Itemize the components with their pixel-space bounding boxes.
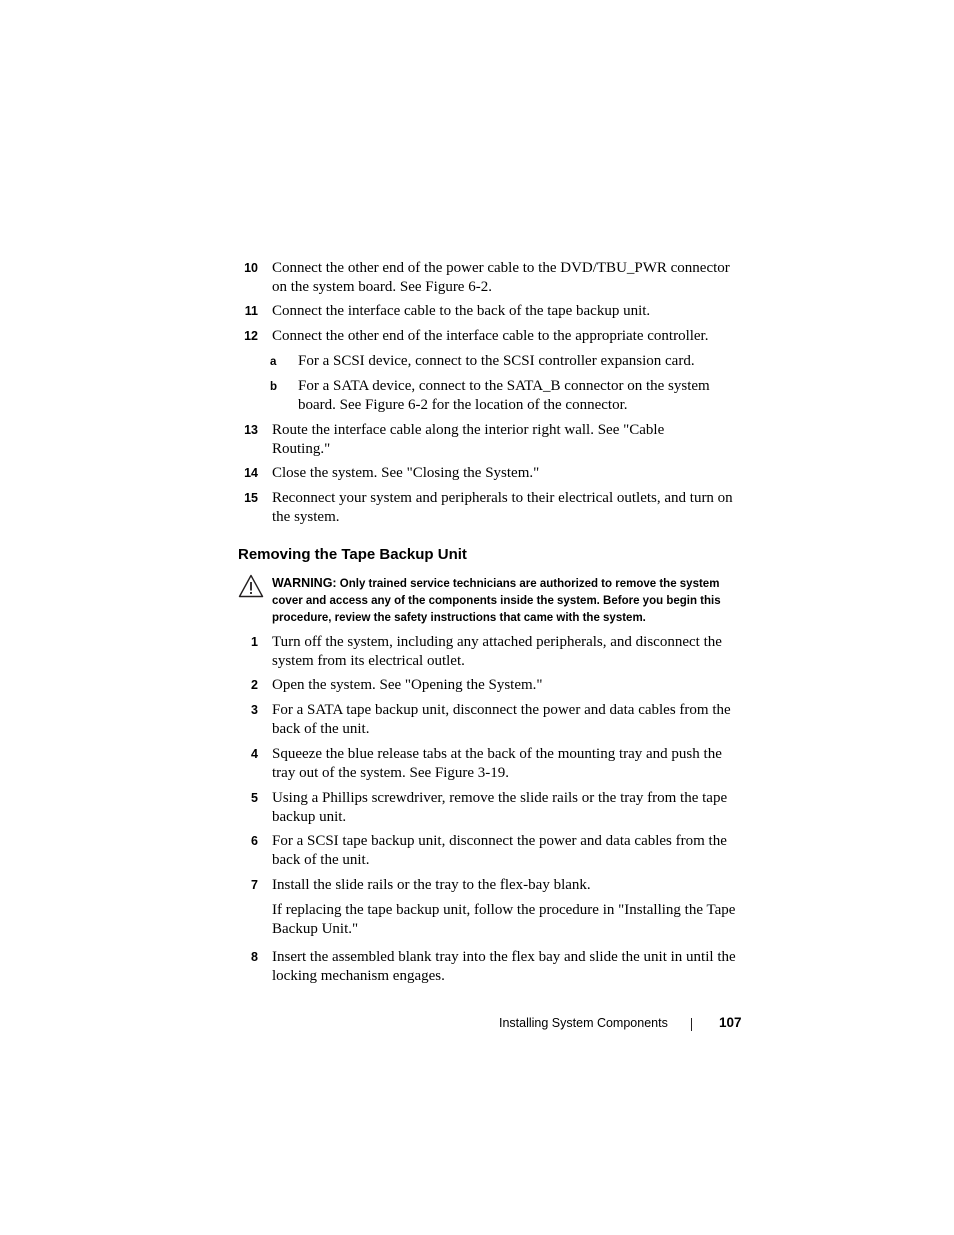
step-number: 14 xyxy=(244,466,258,480)
warning-triangle-icon xyxy=(238,574,264,598)
step-text: Connect the interface cable to the back of the tape backup unit. xyxy=(272,303,651,319)
substep-text: For a SCSI device, connect to the SCSI controller expansion card. xyxy=(298,353,695,369)
step-text: Turn off the system, including any attached peripherals, and disconnect the system from its electrical outlet. xyxy=(272,634,722,669)
step-number: 11 xyxy=(244,304,258,318)
step-number: 13 xyxy=(244,423,258,437)
step-text: Open the system. See "Opening the System." xyxy=(272,677,543,693)
step-number: 7 xyxy=(251,878,258,892)
footer-chapter-title: Installing System Components xyxy=(499,1016,668,1030)
warning-text xyxy=(272,575,743,627)
step-text: Insert the assembled blank tray into the flex bay and slide the unit in until the locking mechanism engages. xyxy=(272,949,736,984)
substep-letter: b xyxy=(270,381,278,393)
substep-text: For a SATA device, connect to the SATA_B connector on the system board. See Figure 6-2 for the location of the connector. xyxy=(298,378,710,413)
warning-label: WARNING: xyxy=(272,576,337,590)
step-number: 15 xyxy=(244,491,258,505)
step-number: 5 xyxy=(251,791,258,805)
footer-page-number: 107 xyxy=(719,1015,742,1030)
section-heading: Removing the Tape Backup Unit xyxy=(238,546,467,563)
step-number: 2 xyxy=(251,678,258,692)
step-text: Connect the other end of the power cable to the DVD/TBU_PWR connector on the system board. See Figure 6-2. xyxy=(272,260,730,295)
step-number: 4 xyxy=(251,747,258,761)
step-text: Reconnect your system and peripherals to their electrical outlets, and turn on the system. xyxy=(272,490,733,525)
step-text: Install the slide rails or the tray to the flex-bay blank. xyxy=(272,877,591,893)
step-text: Connect the other end of the interface cable to the appropriate controller. xyxy=(272,328,709,344)
footer-divider xyxy=(691,1018,692,1031)
step-text: Route the interface cable along the interior right wall. See "Cable Routing." xyxy=(272,422,665,457)
step-number: 10 xyxy=(244,261,258,275)
warning-body: Only trained service technicians are authorized to remove the system cover and access any of the components inside the system. Before you begin this procedure, review the safety instructions that came with the system. xyxy=(272,578,721,624)
step-number: 3 xyxy=(251,703,258,717)
step-number: 8 xyxy=(251,950,258,964)
step-text: Using a Phillips screwdriver, remove the slide rails or the tray from the tape backup unit. xyxy=(272,790,728,825)
step-text: Close the system. See "Closing the System." xyxy=(272,465,540,481)
step-7-note: If replacing the tape backup unit, follow the procedure in "Installing the Tape Backup Unit." xyxy=(272,902,736,937)
step-text: Squeeze the blue release tabs at the back of the mounting tray and push the tray out of the system. See Figure 3-19. xyxy=(272,746,722,781)
step-text: For a SATA tape backup unit, disconnect the power and data cables from the back of the unit. xyxy=(272,702,731,737)
step-text: For a SCSI tape backup unit, disconnect the power and data cables from the back of the unit. xyxy=(272,833,727,868)
step-number: 12 xyxy=(244,329,258,343)
step-number: 1 xyxy=(251,635,258,649)
substep-letter: a xyxy=(270,356,277,368)
step-number: 6 xyxy=(251,834,258,848)
